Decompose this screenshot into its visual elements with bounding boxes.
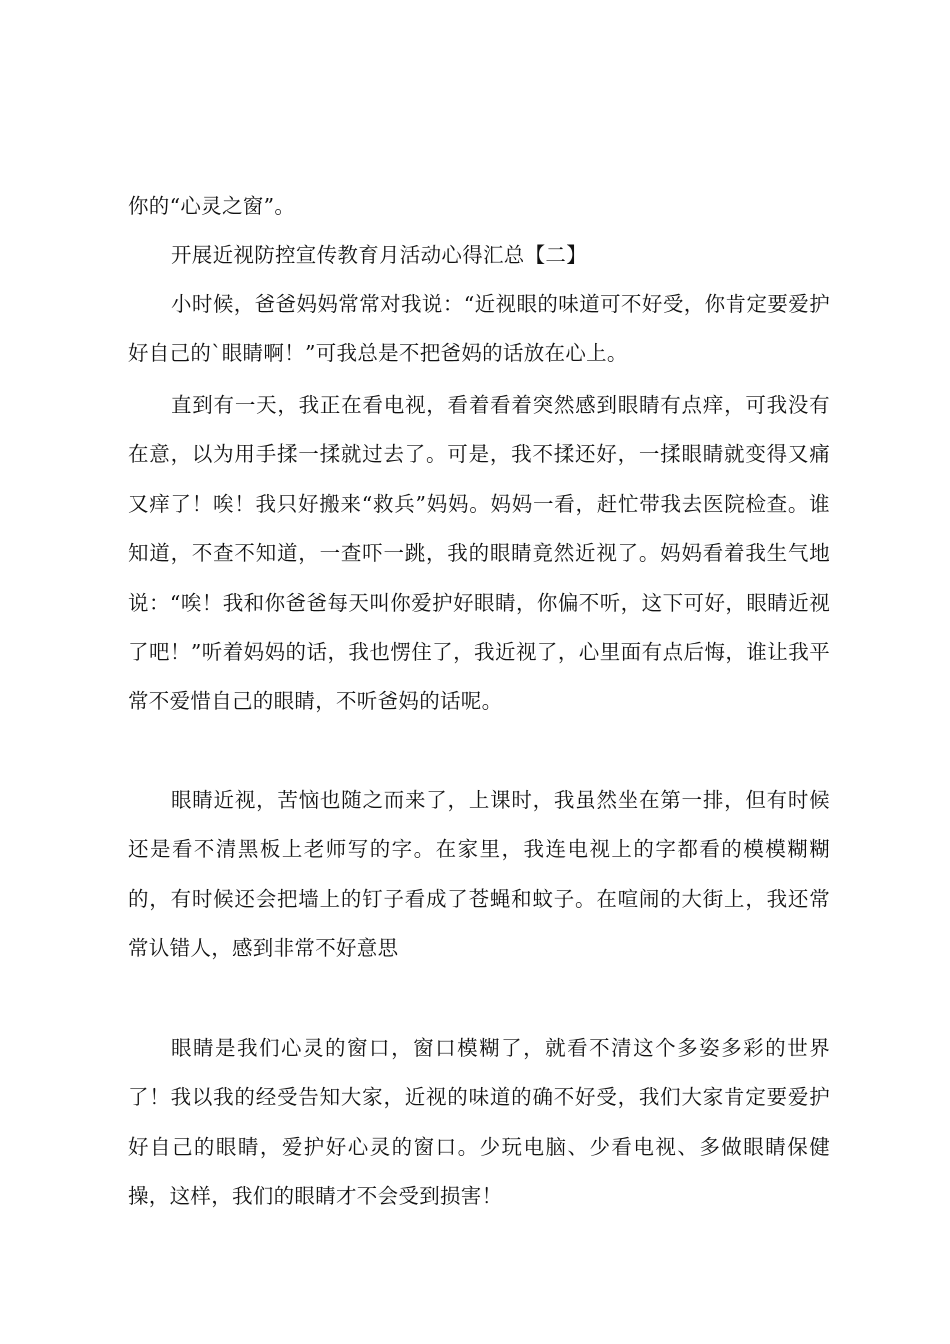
paragraph: 直到有一天，我正在看电视，看着看着突然感到眼睛有点痒，可我没有在意，以为用手揉一揉就过去了。可是，我不揉还好，一揉眼睛就变得又痛又痒了！唉！我只好搬来“救兵”妈妈。妈妈一看，赶忙带我去医院检查。谁知道，不查不知道，一查吓一跳，我的眼睛竟然近视了。妈妈看着我生气地说：“唉！我和你爸爸每天叫你爱护好眼睛，你偏不听，这下可好，眼睛近视了吧！”听着妈妈的话，我也愣住了，我近视了，心里面有点后悔，谁让我平常不爱惜自己的眼睛，不听爸妈的话呢。 <box>128 393 830 714</box>
paragraph: 眼睛近视，苦恼也随之而来了，上课时，我虽然坐在第一排，但有时候还是看不清黑板上老师写的字。在家里，我连电视上的字都看的模模糊糊的，有时候还会把墙上的钉子看成了苍蝇和蚊子。在喧闹的大街上，我还常常认错人，感到非常不好意思 <box>128 788 830 961</box>
opening-line: 你的“心灵之窗”。 <box>128 194 296 218</box>
paragraph: 眼睛是我们心灵的窗口，窗口模糊了，就看不清这个多姿多彩的世界了！我以我的经受告知大家，近视的味道的确不好受，我们大家肯定要爱护好自己的眼睛，爱护好心灵的窗口。少玩电脑、少看电视、多做眼睛保健操，这样，我们的眼睛才不会受到损害！ <box>128 1036 830 1209</box>
paragraph: 小时候，爸爸妈妈常常对我说：“近视眼的味道可不好受，你肯定要爱护好自己的`眼睛啊！”可我总是不把爸妈的话放在心上。 <box>128 292 830 366</box>
section-heading: 开展近视防控宣传教育月活动心得汇总【二】 <box>171 243 587 267</box>
